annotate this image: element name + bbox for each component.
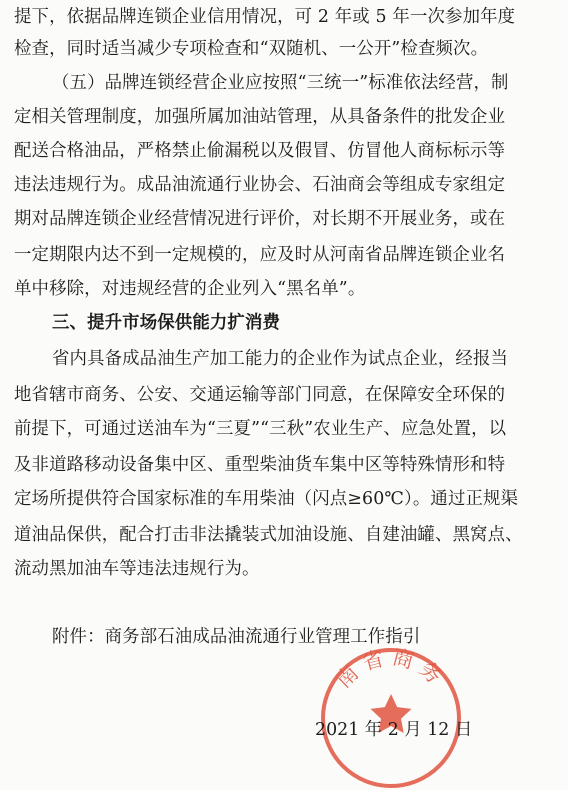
- paragraph-line: 定场所提供符合国家标准的车用柴油（闪点≥60℃）。通过正规渠: [14, 489, 519, 509]
- signature-date: 2021 年 2 月 12 日: [315, 720, 473, 740]
- paragraph-line: 地省辖市商务、公安、交通运输等部门同意，在保障安全环保的: [14, 385, 506, 405]
- paragraph-line: 定相关管理制度，加强所属加油站管理，从具备条件的批发企业: [14, 107, 506, 127]
- official-seal: [316, 640, 466, 790]
- paragraph-line: 期对品牌连锁企业经营情况进行评价，对长期不开展业务，或在: [14, 209, 506, 229]
- seal-text: 南省商务: [331, 644, 451, 693]
- paragraph-line: 道油品保供，配合打击非法撬装式加油设施、自建油罐、黑窝点、: [14, 525, 523, 545]
- section-heading: 三、提升市场保供能力扩消费: [52, 313, 281, 333]
- paragraph-line: 违法违规行为。成品油流通行业协会、石油商会等组成专家组定: [14, 175, 506, 195]
- paragraph-line: 及非道路移动设备集中区、重型柴油货车集中区等特殊情形和特: [14, 455, 506, 475]
- paragraph-line: 一定期限内达不到一定规模的，应及时从河南省品牌连锁企业名: [14, 245, 506, 265]
- paragraph-line: （五）品牌连锁经营企业应按照“三统一”标准依法经营，制: [52, 73, 509, 93]
- paragraph-line: 检查，同时适当减少专项检查和“双随机、一公开”检查频次。: [14, 39, 489, 59]
- attachment-line: 附件：商务部石油成品油流通行业管理工作指引: [52, 627, 421, 647]
- paragraph-line: 配送合格油品，严格禁止偷漏税以及假冒、仿冒他人商标标示等: [14, 141, 506, 161]
- paragraph-line: 提下，依据品牌连锁企业信用情况，可 2 年或 5 年一次参加年度: [14, 7, 516, 27]
- svg-text:南省商务: [331, 645, 450, 693]
- paragraph-line: 单中移除，对违规经营的企业列入“黑名单”。: [14, 279, 366, 299]
- paragraph-line: 前提下，可通过送油车为“三夏”“三秋”农业生产、应急处置，以: [14, 419, 507, 439]
- paragraph-line: 流动黑加油车等违法违规行为。: [14, 559, 260, 579]
- paragraph-line: 省内具备成品油生产加工能力的企业作为试点企业，经报当: [52, 349, 509, 369]
